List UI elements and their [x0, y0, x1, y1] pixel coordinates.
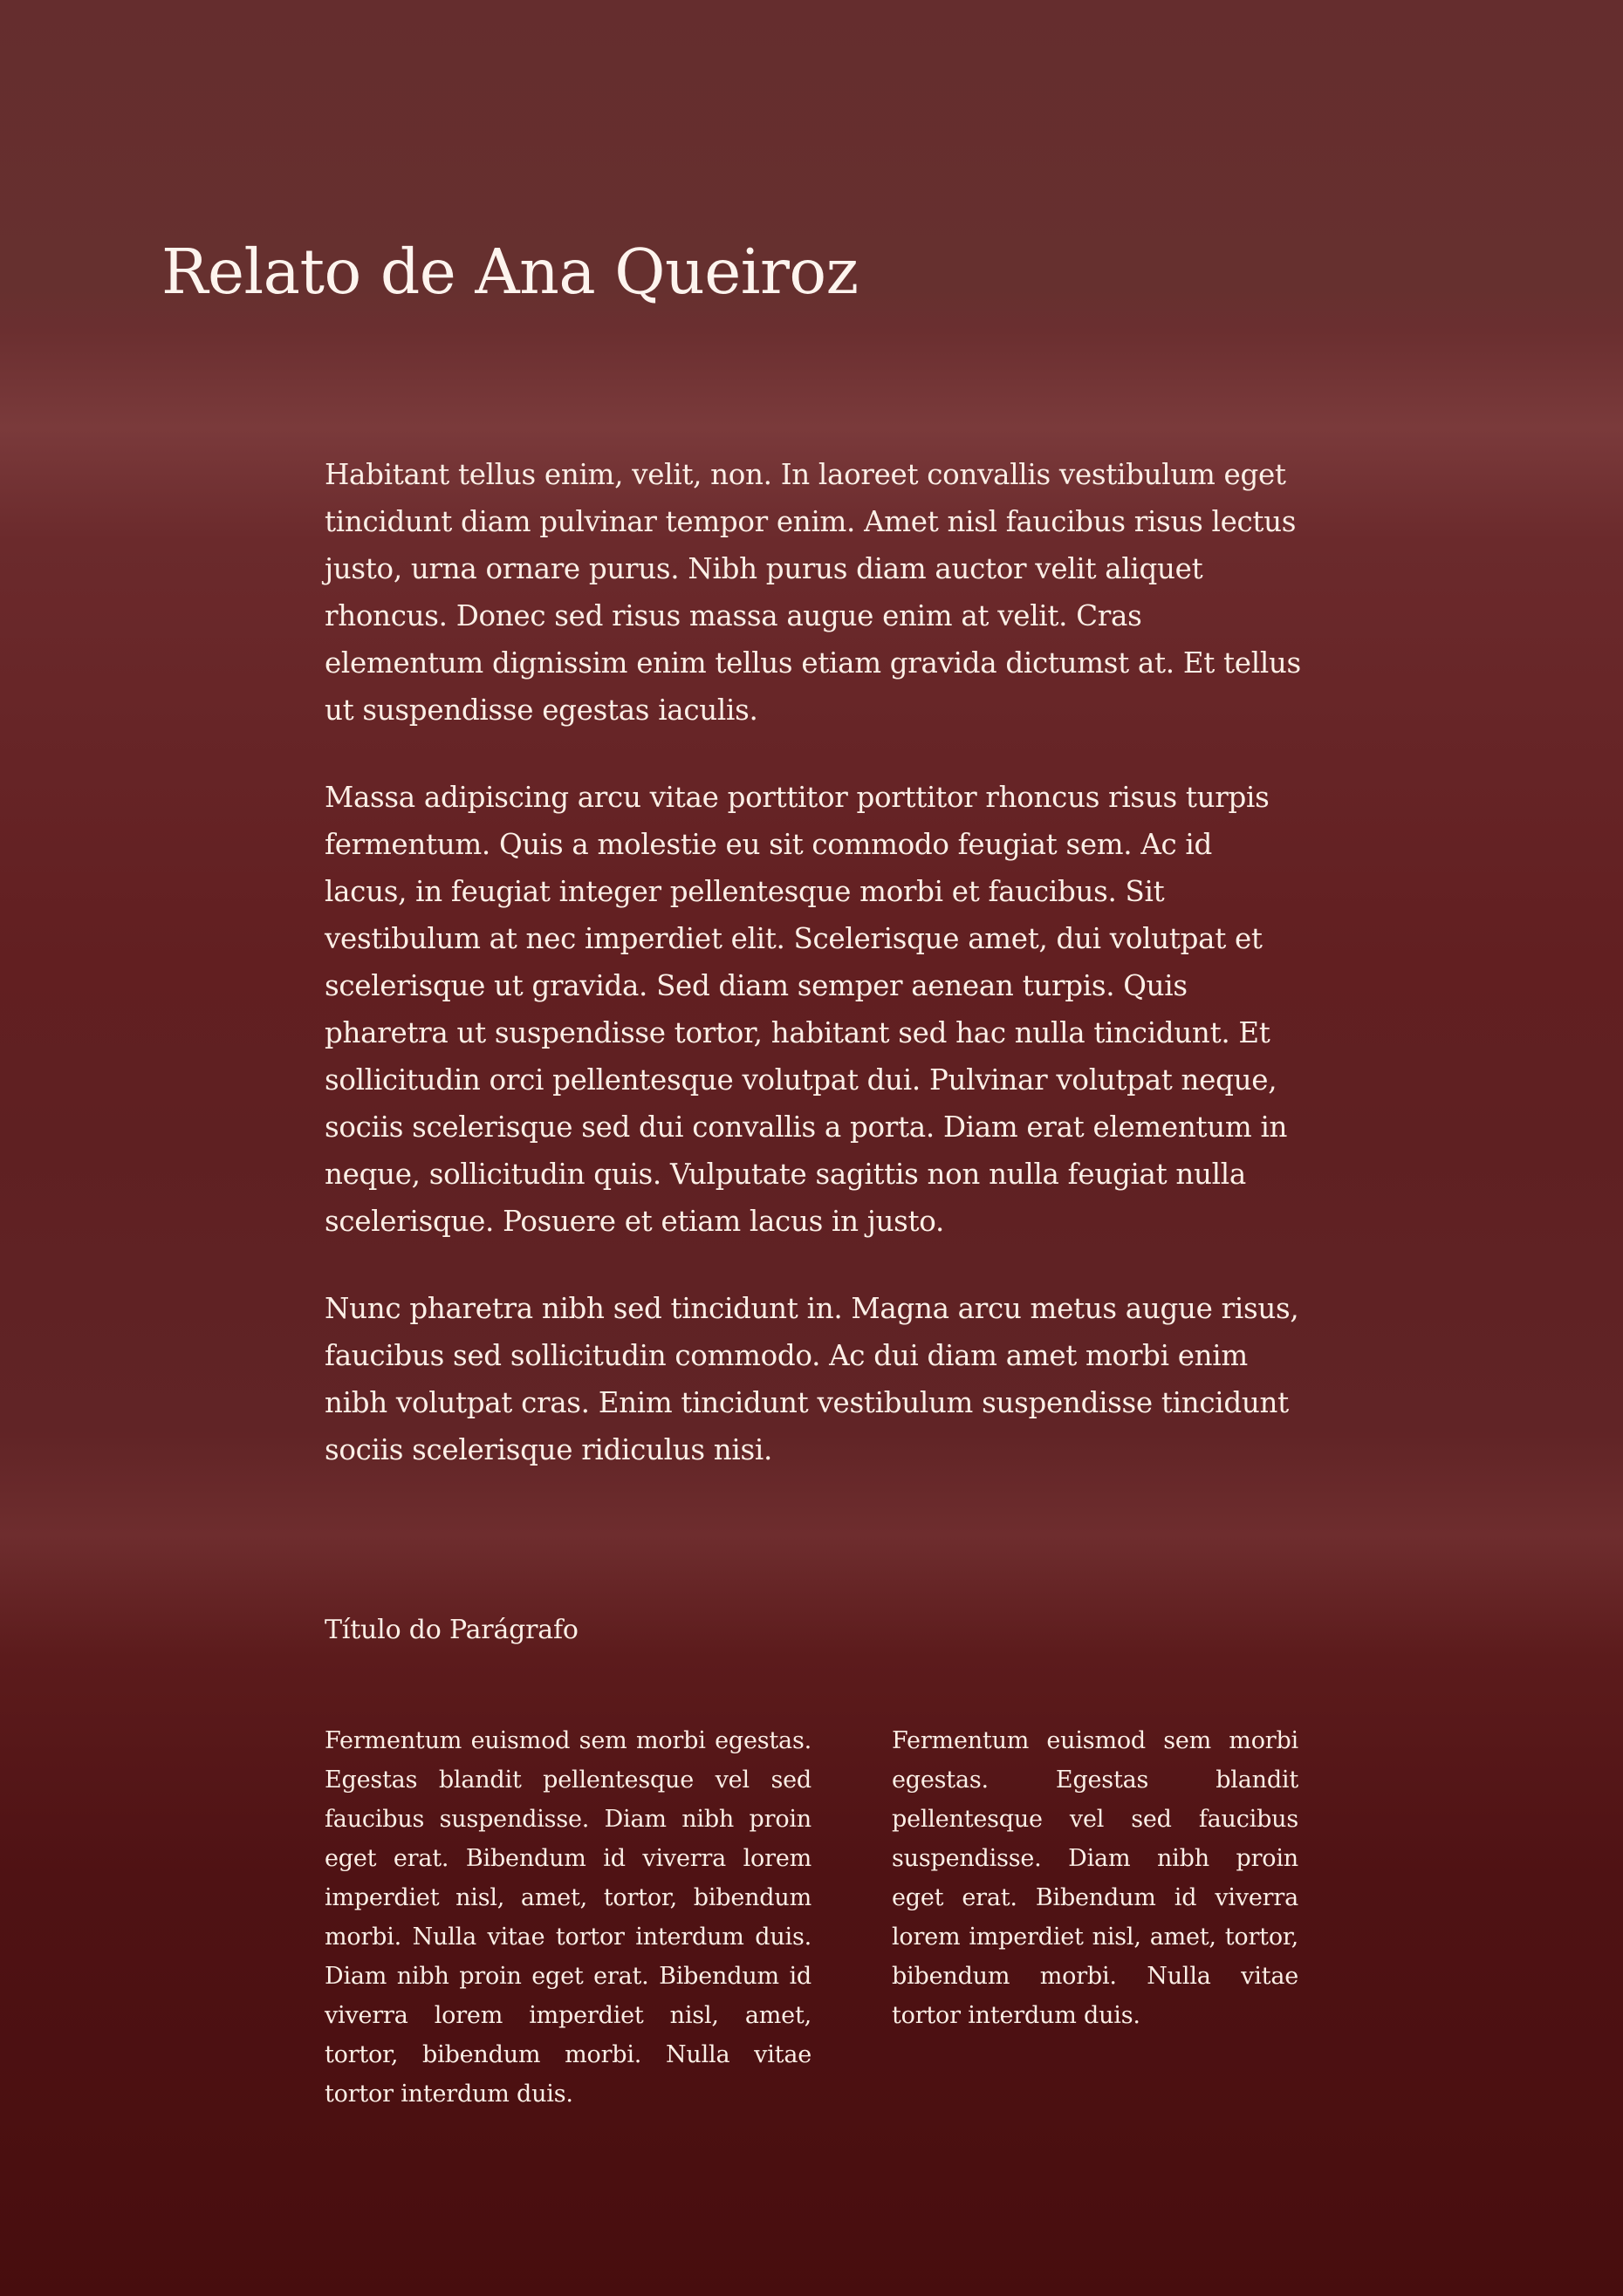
body-paragraph-1: Habitant tellus enim, velit, non. In laoreet convallis vestibulum eget tincidunt diam pulvinar tempor enim. Amet nisl faucibus risus lectus justo, urna ornare purus. Nibh purus diam auctor velit aliquet rhoncus. Donec sed risus massa augue enim at velit. Cras elementum dignissim enim tellus etiam gravida dictumst at. Et tellus ut suspendisse egestas iaculis.: [325, 458, 1301, 727]
page-title: Relato de Ana Queiroz: [161, 236, 859, 308]
body-text: [325, 451, 1302, 1514]
column-right-text: Fermentum euismod sem morbi egestas. Egestas blandit pellentesque vel sed faucibus suspendisse. Diam nibh proin eget erat. Bibendum id viverra lorem imperdiet nisl, amet, tortor, bibendum morbi. Nulla vitae tortor interdum duis.: [892, 1727, 1298, 2029]
body-paragraph-2: Massa adipiscing arcu vitae porttitor porttitor rhoncus risus turpis fermentum. Quis a molestie eu sit commodo feugiat sem. Ac id lacus, in feugiat integer pellentesque morbi et faucibus. Sit vestibulum at nec imperdiet elit. Scelerisque amet, dui volutpat et scelerisque ut gravida. Sed diam semper aenean turpis. Quis pharetra ut suspendisse tortor, habitant sed hac nulla tincidunt. Et sollicitudin orci pellentesque volutpat dui. Pulvinar volutpat neque, sociis scelerisque sed dui convallis a porta. Diam erat elementum in neque, sollicitudin quis. Vulputate sagittis non nulla feugiat nulla scelerisque. Posuere et etiam lacus in justo.: [325, 781, 1288, 1238]
section-title: Título do Parágrafo: [325, 1615, 579, 1645]
column-left-text: Fermentum euismod sem morbi egestas. Egestas blandit pellentesque vel sed faucibus suspendisse. Diam nibh proin eget erat. Bibendum id viverra lorem imperdiet nisl, amet, tortor, bibendum morbi. Nulla vitae tortor interdum duis. Diam nibh proin eget erat. Bibendum id viverra lorem imperdiet nisl, amet, tortor, bibendum morbi. Nulla vitae tortor interdum duis.: [325, 1727, 812, 2108]
body-paragraph-3: Nunc pharetra nibh sed tincidunt in. Magna arcu metus augue risus, faucibus sed sollicitudin commodo. Ac dui diam amet morbi enim nibh volutpat cras. Enim tincidunt vestibulum suspendisse tincidunt sociis scelerisque ridiculus nisi.: [325, 1292, 1299, 1466]
